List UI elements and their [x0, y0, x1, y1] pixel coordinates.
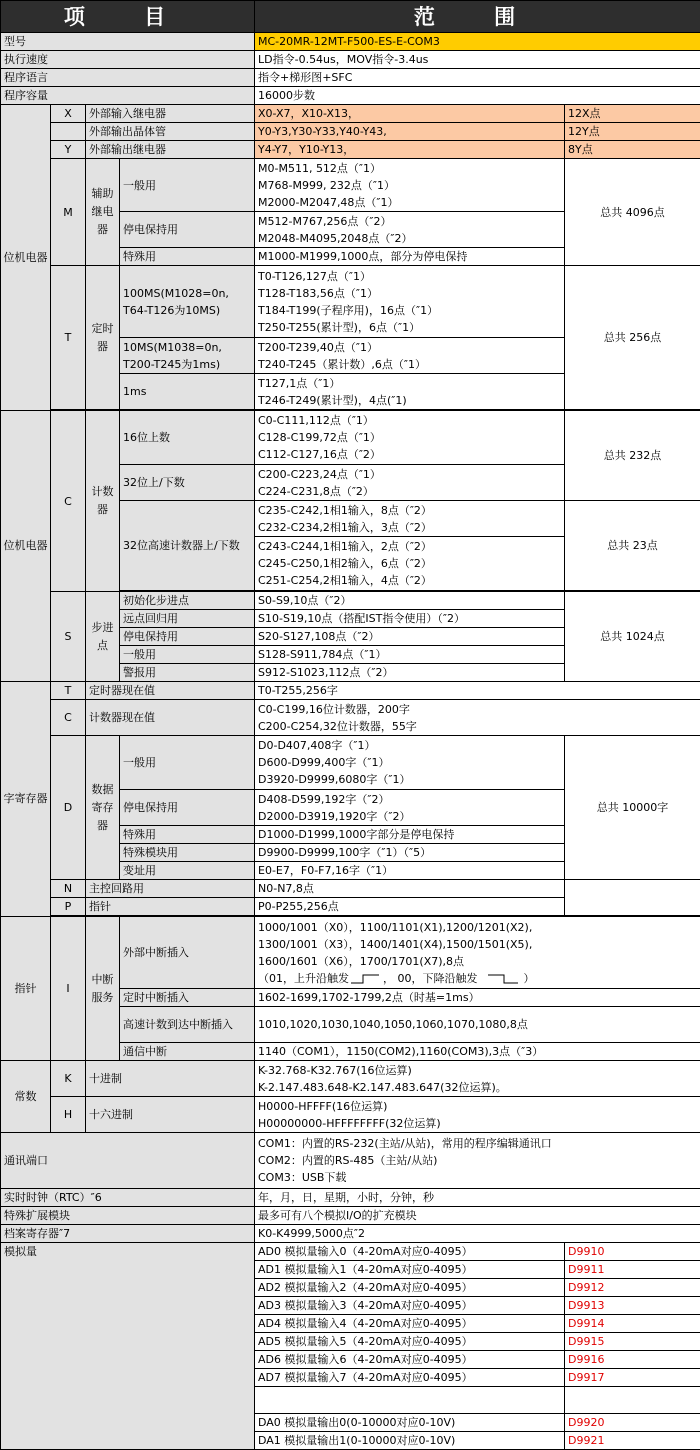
table-row	[1, 1061, 700, 1097]
m1-line: M0-M511, 512点（″1）	[258, 160, 561, 177]
counter-group-label: 位机电器	[1, 411, 51, 682]
analog-name: DA0 模拟量输出0(0-10000对应0-10V)	[255, 1414, 565, 1432]
file-label: 档案寄存器″7	[1, 1225, 255, 1243]
analog-reg: D9911	[565, 1261, 700, 1279]
ext-label: 特殊扩展模块	[1, 1207, 255, 1225]
blank-cell	[51, 123, 86, 141]
analog-reg: D9921	[565, 1432, 700, 1450]
s-category: 步进点	[86, 592, 120, 682]
analog-name: AD3 模拟量输入3（4-20mA对应0-4095）	[255, 1297, 565, 1315]
com-line: COM1：内置的RS-232(主站/从站)，常用的程序编辑通讯口	[258, 1135, 697, 1152]
t2-name: 10MS(M1038=0n, T200-T245为1ms)	[120, 338, 255, 374]
x-range: X0-X7，X10-X13，	[255, 105, 565, 123]
k-letter: K	[51, 1061, 86, 1097]
c-category: 计数器	[86, 411, 120, 592]
com-line: COM3：USB下载	[258, 1169, 697, 1186]
table-row	[1, 700, 700, 736]
analog-name: AD7 模拟量输入7（4-20mA对应0-4095）	[255, 1369, 565, 1387]
h-line: H0000-HFFFF(16位运算)	[258, 1098, 697, 1115]
com-values	[255, 1133, 700, 1189]
analog-name: AD4 模拟量输入4（4-20mA对应0-4095）	[255, 1315, 565, 1333]
table-row	[1, 69, 700, 87]
c-letter: C	[51, 411, 86, 592]
d2-name: 停电保持用	[120, 790, 255, 826]
table-row	[1, 87, 700, 105]
file-value: K0-K4999,5000点″2	[255, 1225, 700, 1243]
d5-name: 变址用	[120, 862, 255, 880]
m1-line: M2000-M2047,48点（″1）	[258, 194, 561, 211]
s2-name: 远点回归用	[120, 610, 255, 628]
c3-line: C251-C254,2相1输入，4点（″2）	[258, 572, 561, 589]
analog-label: 模拟量	[1, 1243, 255, 1450]
i1-line: 1600/1601（X6），1700/1701(X7),8点	[258, 953, 697, 970]
t1-name: 100MS(M1028=0n, T64-T126为10MS)	[120, 266, 255, 338]
wc-letter: C	[51, 700, 86, 736]
t1-line: T0-T126,127点（″1）	[258, 268, 561, 285]
p-name: 指针	[86, 898, 255, 916]
analog-name	[255, 1387, 565, 1414]
s-letter: S	[51, 592, 86, 682]
i3-name: 高速计数到达中断插入	[120, 1007, 255, 1043]
rising-edge-icon	[349, 973, 383, 985]
n-letter: N	[51, 880, 86, 898]
c3-line: C243-C244,1相1输入，2点（″2）	[258, 538, 561, 555]
i-letter: I	[51, 917, 86, 1061]
i4-name: 通信中断	[120, 1043, 255, 1061]
m2-line: M512-M767,256点（″2）	[258, 213, 561, 230]
i4-value: 1140（COM1），1150(COM2),1160(COM3),3点（″3）	[255, 1043, 700, 1061]
y-count: 8Y点	[565, 141, 700, 159]
t2-line: T240-T245（累计数）,6点（″1）	[258, 356, 561, 373]
table-row	[1, 592, 700, 610]
m2-line: M2048-M4095,2048点（″2）	[258, 230, 561, 247]
k-values	[255, 1061, 700, 1097]
table-row	[1, 1189, 700, 1207]
wt-value: T0-T255,256字	[255, 682, 700, 700]
table-row	[1, 1243, 700, 1261]
i2-name: 定时中断插入	[120, 989, 255, 1007]
i3-value: 1010,1020,1030,1040,1050,1060,1070,1080,8点	[255, 1007, 700, 1043]
wc-name: 计数器现在值	[86, 700, 255, 736]
c1-name: 16位上数	[120, 411, 255, 465]
d1-line: D0-D407,408字（″1）	[258, 737, 561, 754]
falling-edge-icon	[484, 973, 524, 985]
model-value: MC-20MR-12MT-F500-ES-E-COM3	[255, 33, 700, 51]
m2-name: 停电保持用	[120, 212, 255, 248]
c3-line: C232-C234,2相1输入，3点（″2）	[258, 519, 561, 536]
com-line: COM2：内置的RS-485（主站/从站)	[258, 1152, 697, 1169]
m3-name: 特殊用	[120, 248, 255, 266]
table-row	[1, 682, 700, 700]
d-category: 数据寄存器	[86, 736, 120, 880]
m-category: 辅助继电器	[86, 159, 120, 266]
analog-name: AD2 模拟量输入2（4-20mA对应0-4095）	[255, 1279, 565, 1297]
i-category: 中断服务	[86, 917, 120, 1061]
table-row	[1, 105, 700, 123]
analog-name: DA1 模拟量输出1(0-10000对应0-10V)	[255, 1432, 565, 1450]
speed-label: 执行速度	[1, 51, 255, 69]
i1-name: 外部中断插入	[120, 917, 255, 989]
t1-line: T250-T255(累计型)，6点（″1）	[258, 319, 561, 336]
wt-letter: T	[51, 682, 86, 700]
trigger-close: ）	[524, 972, 535, 985]
k-line: K-2.147.483.648-K2.147.483.647(32位运算)。	[258, 1079, 697, 1096]
table-row	[1, 917, 700, 989]
c3-line: C235-C242,1相1输入，8点（″2）	[258, 502, 561, 519]
c1-line: C0-C111,112点（″1）	[258, 412, 561, 429]
c1-total: 总共 232点	[565, 411, 700, 501]
s2-value: S10-S19,10点（搭配IST指令使用）（″2）	[255, 610, 565, 628]
table-row	[1, 1133, 700, 1189]
c3-values-b	[255, 537, 565, 591]
s3-name: 停电保持用	[120, 628, 255, 646]
analog-reg: D9920	[565, 1414, 700, 1432]
s1-value: S0-S9,10点（″2）	[255, 592, 565, 610]
y2-range: Y0-Y3,Y30-Y33,Y40-Y43,	[255, 123, 565, 141]
c1-line: C128-C199,72点（″1）	[258, 429, 561, 446]
analog-reg: D9916	[565, 1351, 700, 1369]
t1-values	[255, 266, 565, 338]
pointer-group-label: 指针	[1, 917, 51, 1061]
y2-count: 12Y点	[565, 123, 700, 141]
analog-reg	[565, 1387, 700, 1414]
d3-name: 特殊用	[120, 826, 255, 844]
d3-value: D1000-D1999,1000字部分是停电保持	[255, 826, 565, 844]
n-value: N0-N7,8点	[255, 880, 565, 898]
header-range: 范 围	[255, 1, 700, 33]
s3-value: S20-S127,108点（″2）	[255, 628, 565, 646]
t-total: 总共 256点	[565, 266, 700, 410]
t3-name: 1ms	[120, 374, 255, 410]
i1-values	[255, 917, 700, 989]
c3-total: 总共 23点	[565, 501, 700, 591]
m3-value: M1000-M1999,1000点，部分为停电保持	[255, 248, 565, 266]
d4-name: 特殊模块用	[120, 844, 255, 862]
y-letter: Y	[51, 141, 86, 159]
com-label: 通讯端口	[1, 1133, 255, 1189]
t3-line: T127,1点（″1）	[258, 375, 561, 392]
wc-line: C200-C254,32位计数器，55字	[258, 718, 697, 735]
t3-line: T246-T249(累计型)，4点(″1)	[258, 392, 561, 409]
t2-values	[255, 338, 565, 374]
analog-reg: D9914	[565, 1315, 700, 1333]
d2-line: D2000-D3919,1920字（″2）	[258, 808, 561, 825]
table-row	[1, 1097, 700, 1133]
d5-value: E0-E7，F0-F7,16字（″1）	[255, 862, 565, 880]
analog-name: AD0 模拟量输入0（4-20mA对应0-4095）	[255, 1243, 565, 1261]
table-row	[1, 159, 700, 212]
p-letter: P	[51, 898, 86, 916]
speed-value: LD指令-0.54us，MOV指令-3.4us	[255, 51, 700, 69]
y2-name: 外部输出晶体管	[86, 123, 255, 141]
analog-reg: D9917	[565, 1369, 700, 1387]
header-item: 项 目	[1, 1, 255, 33]
analog-reg: D9913	[565, 1297, 700, 1315]
d1-line: D3920-D9999,6080字（″1）	[258, 771, 561, 788]
h-values	[255, 1097, 700, 1133]
analog-name: AD1 模拟量输入1（4-20mA对应0-4095）	[255, 1261, 565, 1279]
table-row	[1, 33, 700, 51]
header-row	[1, 1, 700, 33]
h-line: H00000000-HFFFFFFFF(32位运算)	[258, 1115, 697, 1132]
h-name: 十六进制	[86, 1097, 255, 1133]
wc-values	[255, 700, 700, 736]
c2-name: 32位上/下数	[120, 465, 255, 501]
analog-reg: D9915	[565, 1333, 700, 1351]
c2-line: C224-C231,8点（″2）	[258, 483, 561, 500]
k-name: 十进制	[86, 1061, 255, 1097]
falling-edge-text: ， 00，下降沿触发	[383, 972, 478, 985]
wt-name: 定时器现在值	[86, 682, 255, 700]
d1-values	[255, 736, 565, 790]
rising-edge-text: （01，上升沿触发	[258, 972, 349, 985]
m1-values	[255, 159, 565, 212]
y-range: Y4-Y7，Y10-Y13，	[255, 141, 565, 159]
x-count: 12X点	[565, 105, 700, 123]
d4-value: D9900-D9999,100字（″1）（″5）	[255, 844, 565, 862]
i1-line: 1000/1001（X0），1100/1101(X1),1200/1201(X2),	[258, 919, 697, 936]
table-row	[1, 1207, 700, 1225]
word-group-label: 字寄存器	[1, 682, 51, 917]
wc-line: C0-C199,16位计数器，200字	[258, 701, 697, 718]
model-label: 型号	[1, 33, 255, 51]
x-letter: X	[51, 105, 86, 123]
t-category: 定时器	[86, 266, 120, 410]
s4-value: S128-S911,784点（″1）	[255, 646, 565, 664]
y-name: 外部输出继电器	[86, 141, 255, 159]
relay-group-label: 位机电器	[1, 105, 51, 411]
c1-values	[255, 411, 565, 465]
c2-values	[255, 465, 565, 501]
table-row	[1, 266, 700, 338]
table-row	[1, 123, 700, 141]
m1-line: M768-M999, 232点（″1）	[258, 177, 561, 194]
table-row	[1, 51, 700, 69]
m2-values	[255, 212, 565, 248]
c2-line: C200-C223,24点（″1）	[258, 466, 561, 483]
cap-label: 程序容量	[1, 87, 255, 105]
t-letter: T	[51, 266, 86, 410]
s4-name: 一般用	[120, 646, 255, 664]
s1-name: 初始化步进点	[120, 592, 255, 610]
t1-line: T128-T183,56点（″1）	[258, 285, 561, 302]
blank-cell	[565, 880, 700, 916]
c3-values-a	[255, 501, 565, 537]
table-row	[1, 736, 700, 790]
n-name: 主控回路用	[86, 880, 255, 898]
p-value: P0-P255,256点	[255, 898, 565, 916]
t3-values	[255, 374, 565, 410]
d2-values	[255, 790, 565, 826]
x-name: 外部输入继电器	[86, 105, 255, 123]
d2-line: D408-D599,192字（″2）	[258, 791, 561, 808]
constant-group-label: 常数	[1, 1061, 51, 1133]
t2-line: T200-T239,40点（″1）	[258, 339, 561, 356]
analog-name: AD5 模拟量输入5（4-20mA对应0-4095）	[255, 1333, 565, 1351]
d1-name: 一般用	[120, 736, 255, 790]
table-row	[1, 1225, 700, 1243]
cap-value: 16000步数	[255, 87, 700, 105]
table-row	[1, 880, 700, 898]
lang-value: 指令+梯形图+SFC	[255, 69, 700, 87]
table-row	[1, 411, 700, 465]
ext-value: 最多可有八个模拟I/O的扩充模块	[255, 1207, 700, 1225]
d-total: 总共 10000字	[565, 736, 700, 880]
rtc-value: 年，月，日，星期，小时，分钟，秒	[255, 1189, 700, 1207]
d-letter: D	[51, 736, 86, 880]
i2-value: 1602-1699,1702-1799,2点（时基=1ms）	[255, 989, 700, 1007]
k-line: K-32.768-K32.767(16位运算)	[258, 1062, 697, 1079]
c3-line: C245-C250,1相2输入，6点（″2）	[258, 555, 561, 572]
m1-name: 一般用	[120, 159, 255, 212]
i1-line: 1300/1001（X3），1400/1401(X4),1500/1501(X5),	[258, 936, 697, 953]
s-total: 总共 1024点	[565, 592, 700, 682]
t1-line: T184-T199(子程序用)，16点（″1）	[258, 302, 561, 319]
h-letter: H	[51, 1097, 86, 1133]
m-letter: M	[51, 159, 86, 266]
m-total: 总共 4096点	[565, 159, 700, 266]
table-row	[1, 141, 700, 159]
rtc-label: 实时时钟（RTC）″6	[1, 1189, 255, 1207]
lang-label: 程序语言	[1, 69, 255, 87]
c1-line: C112-C127,16点（″2）	[258, 446, 561, 463]
s5-value: S912-S1023,112点（″2）	[255, 664, 565, 682]
i1-trigger-line	[258, 970, 697, 987]
c3-name: 32位高速计数器上/下数	[120, 501, 255, 591]
d1-line: D600-D999,400字（″1）	[258, 754, 561, 771]
s5-name: 警报用	[120, 664, 255, 682]
analog-reg: D9912	[565, 1279, 700, 1297]
analog-name: AD6 模拟量输入6（4-20mA对应0-4095）	[255, 1351, 565, 1369]
analog-reg: D9910	[565, 1243, 700, 1261]
